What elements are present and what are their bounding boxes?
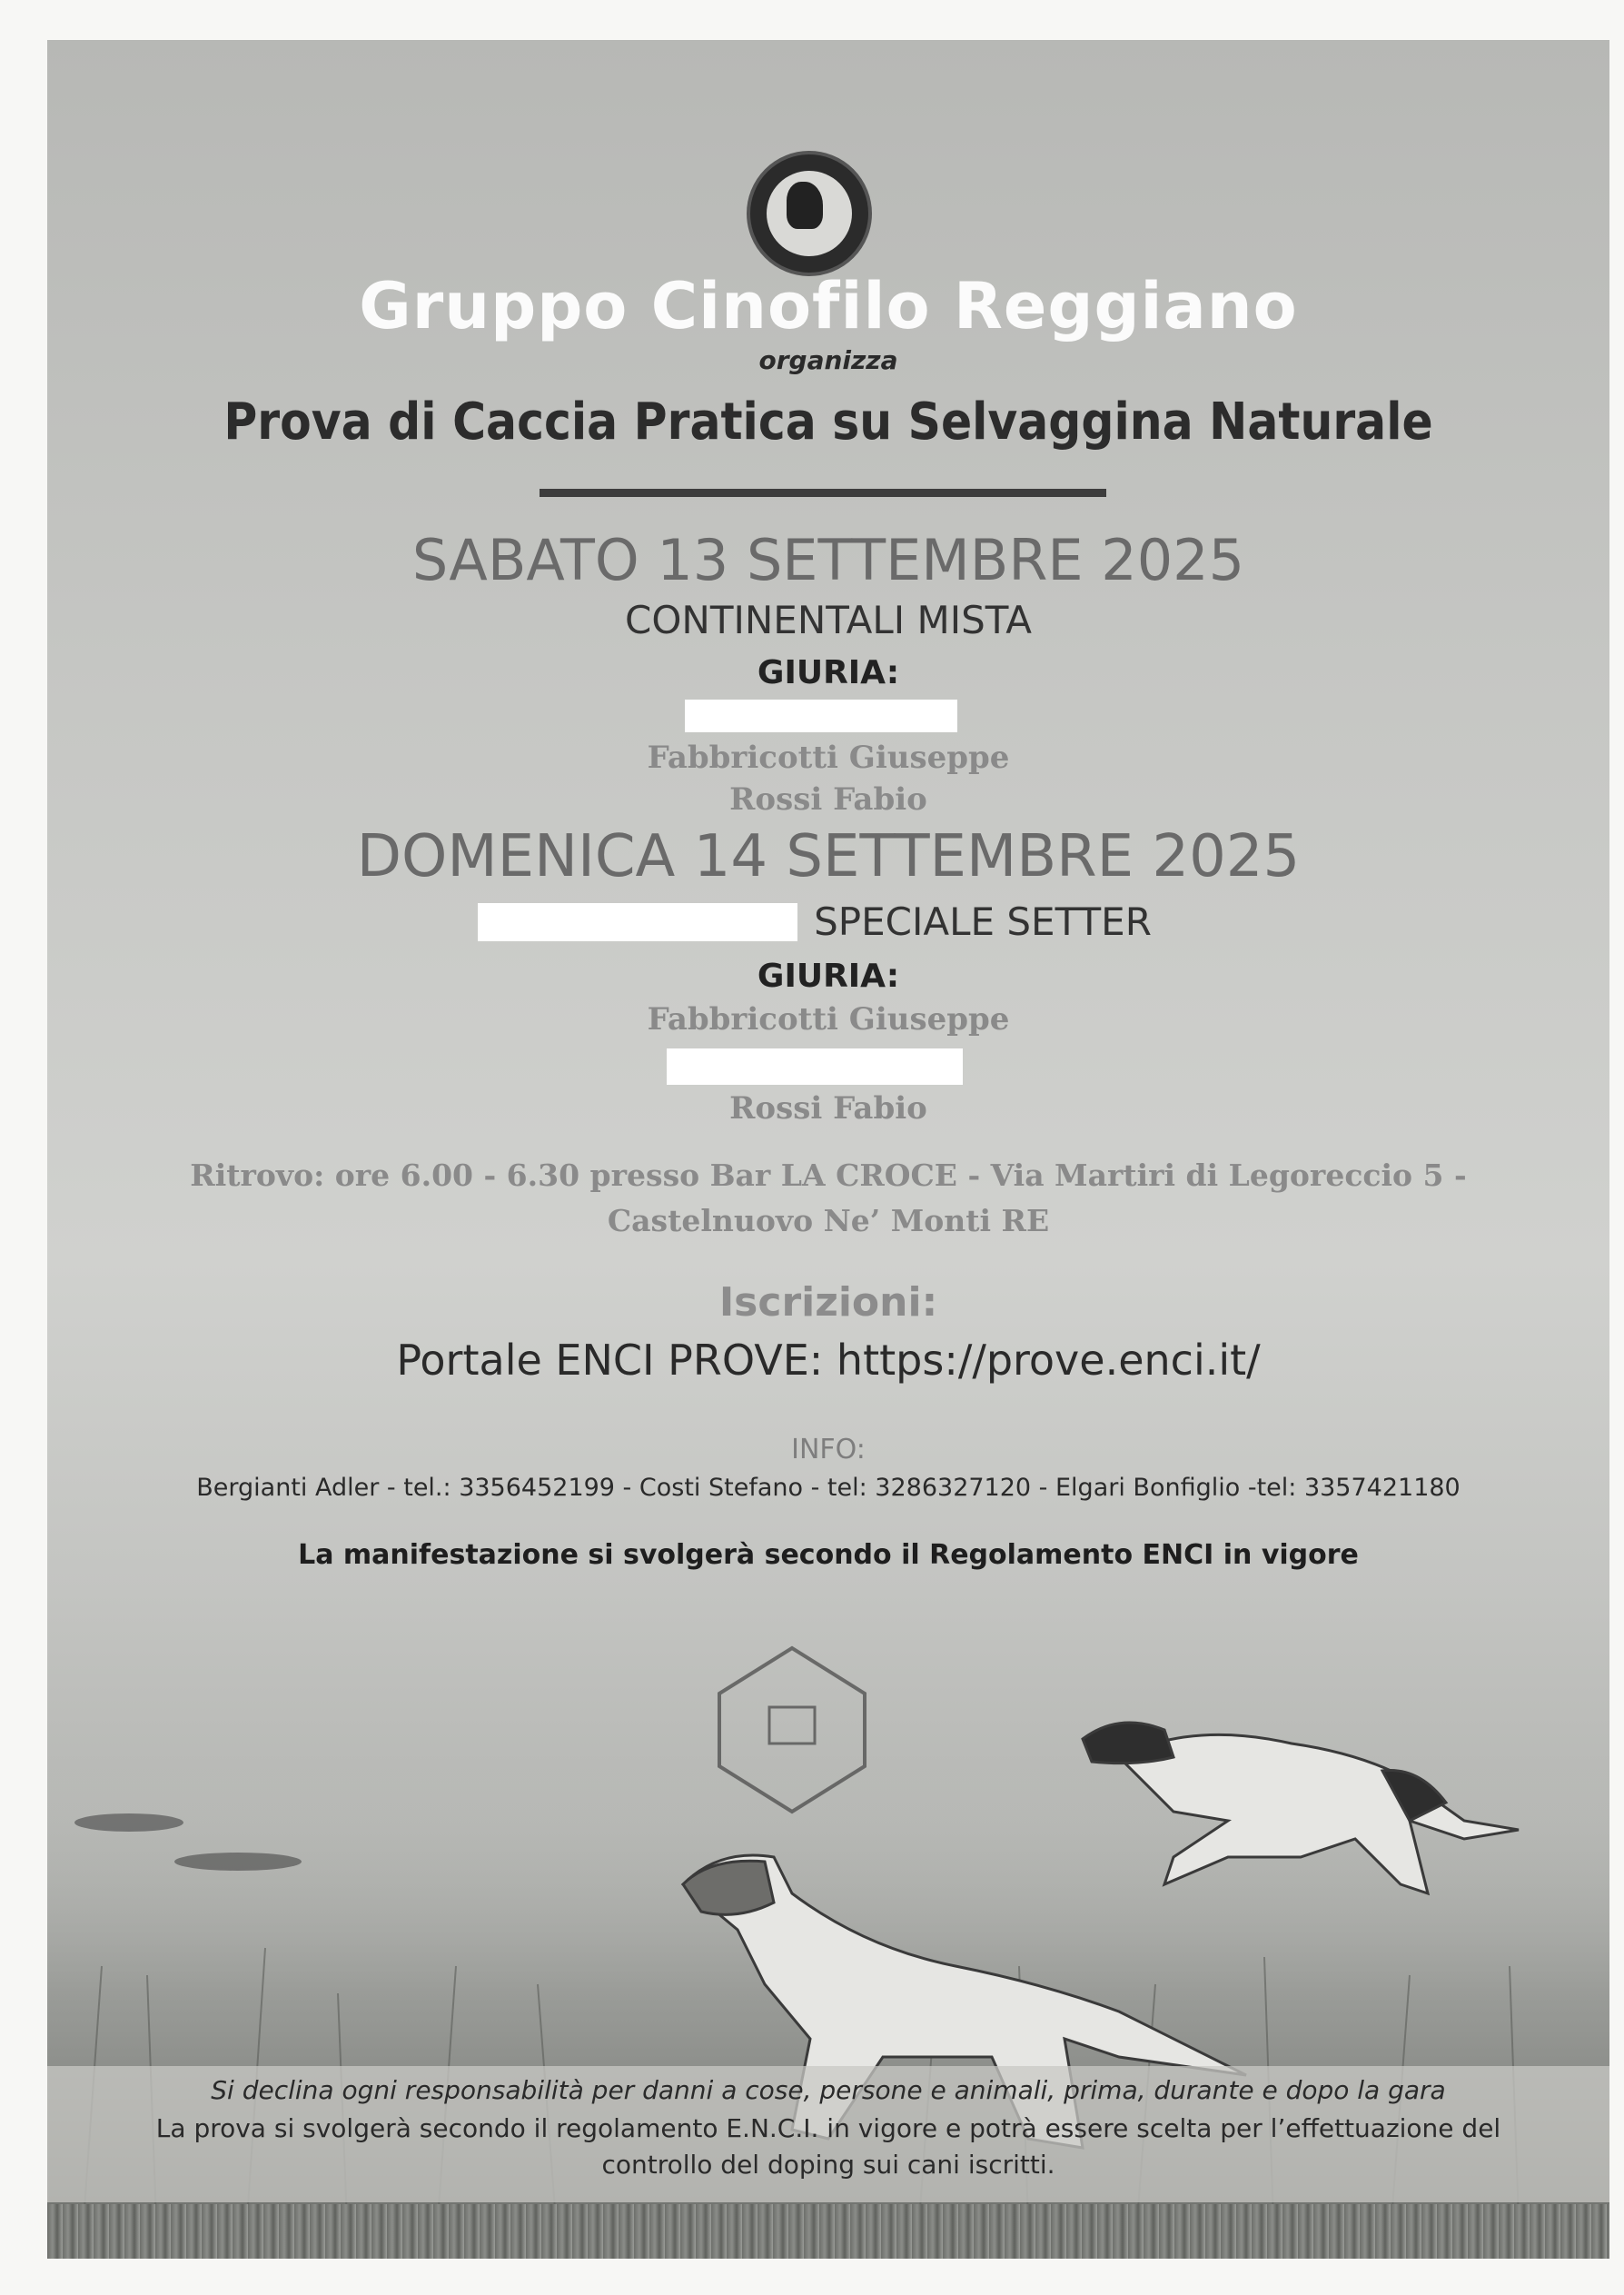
redaction [667, 1048, 963, 1085]
regulation-note: La manifestazione si svolgerà secondo il Regolamento ENCI in vigore [298, 1539, 1359, 1571]
day2-judge-1: Fabbricotti Giuseppe [647, 1001, 1010, 1038]
day1-judge-1: Fabbricotti Giuseppe [647, 740, 1010, 776]
day1-judge-2: Rossi Fabio [729, 781, 927, 818]
event-title: Prova di Caccia Pratica su Selvaggina Naturale [223, 392, 1433, 452]
redaction [685, 700, 957, 732]
day1-date: SABATO 13 SETTEMBRE 2025 [411, 527, 1245, 593]
club-logo-icon [747, 151, 872, 276]
day1-category: CONTINENTALI MISTA [625, 598, 1032, 642]
disclaimer-line-3: controllo del doping sui cani iscritti. [601, 2150, 1055, 2180]
day1-jury-label: GIURIA: [757, 654, 900, 691]
day2-date: DOMENICA 14 SETTEMBRE 2025 [356, 823, 1301, 890]
flyer [47, 40, 1609, 2259]
meeting-line-1: Ritrovo: ore 6.00 - 6.30 presso Bar LA CROCE - Via Martiri di Legoreccio 5 - [190, 1157, 1467, 1193]
day2-jury-label: GIURIA: [757, 958, 900, 995]
info-label: INFO: [791, 1434, 866, 1465]
day2-category: SPECIALE SETTER [814, 899, 1152, 944]
registration-label: Iscrizioni: [718, 1279, 938, 1326]
meeting-line-2: Castelnuovo Ne’ Monti RE [607, 1203, 1050, 1238]
info-contacts: Bergianti Adler - tel.: 3356452199 - Costi Stefano - tel: 3286327120 - Elgari Bonfiglio -tel: 3357421180 [196, 1474, 1461, 1502]
day2-judge-2: Rossi Fabio [729, 1090, 927, 1127]
organizer-title: Gruppo Cinofilo Reggiano [359, 269, 1298, 343]
disclaimer-line-2: La prova si svolgerà secondo il regolamento E.N.C.I. in vigore e potrà essere scelta per l’effettuazione del [155, 2113, 1501, 2143]
disclaimer-line-1: Si declina ogni responsabilità per danni a cose, persone e animali, prima, durante e dopo la gara [211, 2075, 1446, 2105]
registration-portal: Portale ENCI PROVE: https://prove.enci.it/ [396, 1336, 1261, 1385]
divider [540, 489, 1106, 497]
grass-strip [47, 2204, 1609, 2259]
organizza-text: organizza [758, 345, 898, 375]
